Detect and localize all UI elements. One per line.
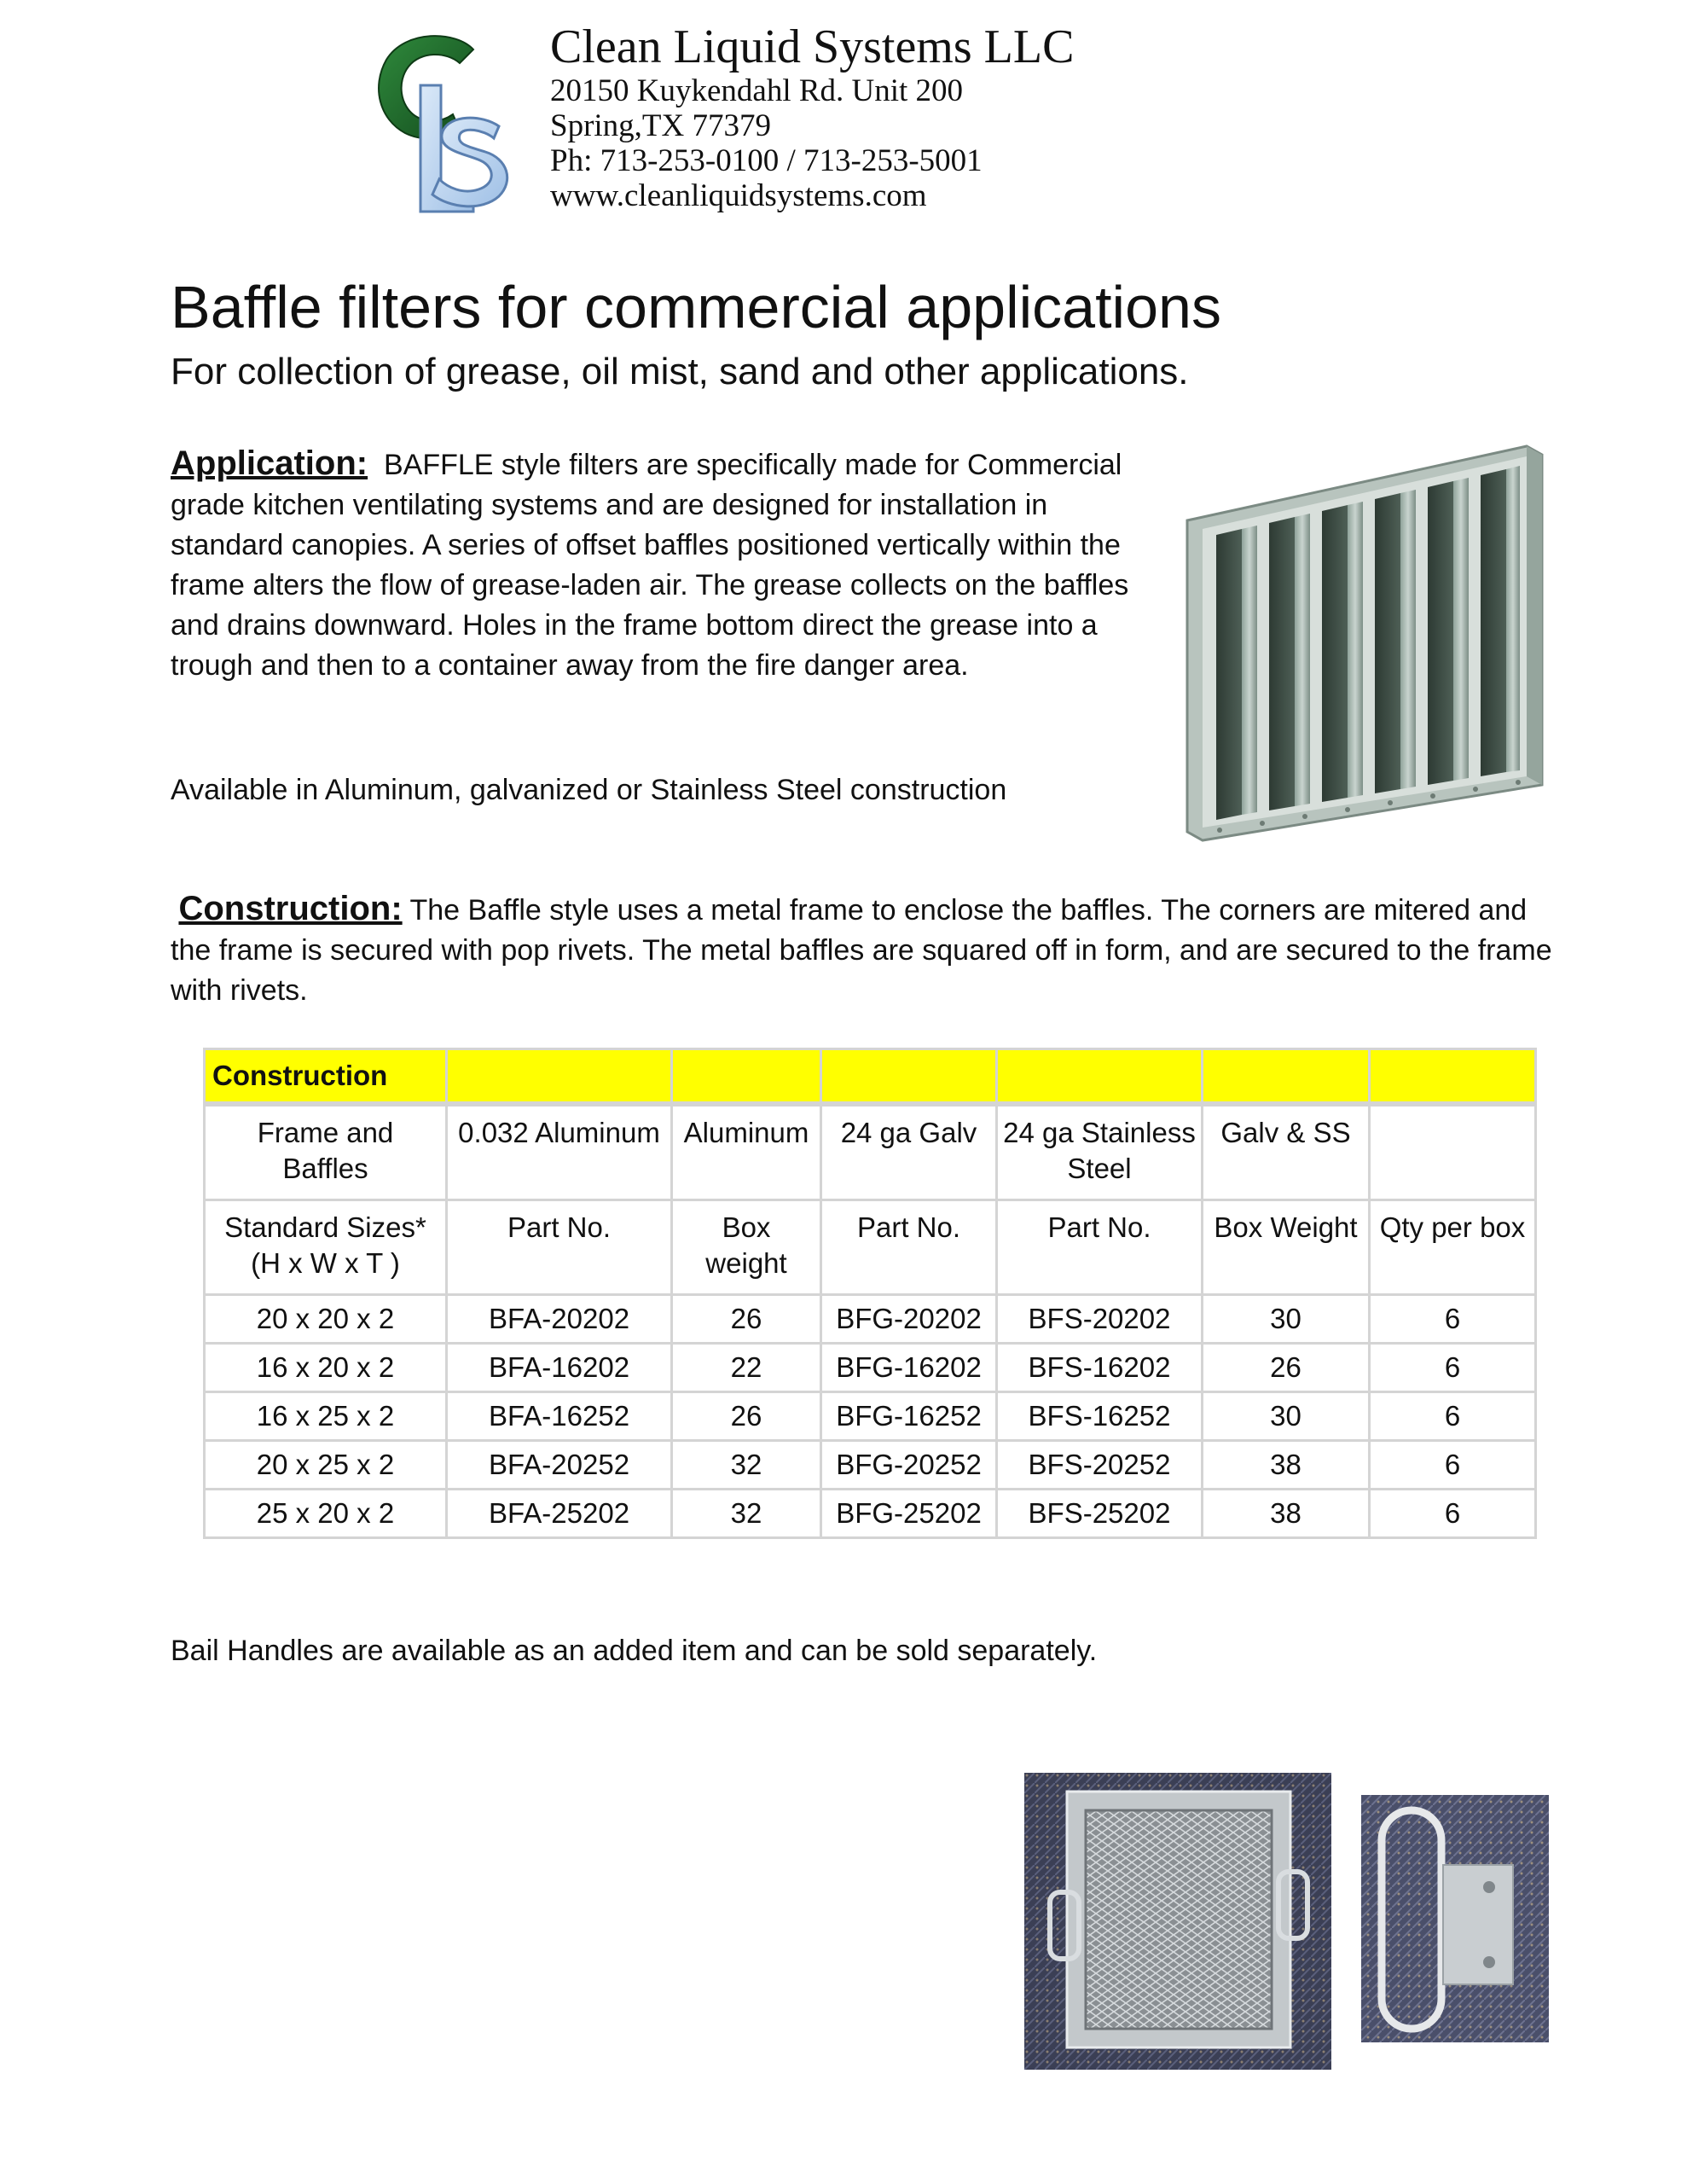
table-cell: 6 <box>1370 1344 1536 1392</box>
page-title: Baffle filters for commercial applications <box>171 274 1221 340</box>
table-cell: Box weight <box>672 1200 821 1295</box>
company-logo <box>371 26 516 226</box>
table-cell: 38 <box>1203 1441 1370 1490</box>
table-cell: BFS-20202 <box>997 1295 1203 1344</box>
table-cell: BFG-16202 <box>821 1344 997 1392</box>
company-address-line2: Spring,TX 77379 <box>550 108 771 143</box>
table-cell: 6 <box>1370 1295 1536 1344</box>
company-info <box>550 20 1074 213</box>
table-cell: BFG-20202 <box>821 1295 997 1344</box>
table-cell: 24 ga Stainless Steel <box>997 1104 1203 1200</box>
table-row <box>205 1344 1536 1392</box>
table-cell: BFA-16202 <box>447 1344 672 1392</box>
construction-label: Construction: <box>178 890 403 927</box>
table-cell: 26 <box>672 1295 821 1344</box>
table-cell: 16 x 25 x 2 <box>205 1392 447 1441</box>
table-header-row <box>205 1049 1536 1105</box>
bail-handles-note: Bail Handles are available as an added item and can be sold separately. <box>171 1635 1098 1667</box>
table-cell: 6 <box>1370 1490 1536 1538</box>
company-address-line1: 20150 Kuykendahl Rd. Unit 200 <box>550 73 964 108</box>
table-cell: 22 <box>672 1344 821 1392</box>
table-cell: 32 <box>672 1441 821 1490</box>
table-column-labels-row <box>205 1200 1536 1295</box>
construction-text: The Baffle style uses a metal frame to enclose the baffles. The corners are mitered and the frame is secured with pop rivets. The metal baffles are squared off in form, and are secured to the frame with rivets. <box>171 894 1552 1007</box>
table-cell: BFG-25202 <box>821 1490 997 1538</box>
table-cell: 0.032 Aluminum <box>447 1104 672 1200</box>
table-cell: 24 ga Galv <box>821 1104 997 1200</box>
table-cell: 26 <box>1203 1344 1370 1392</box>
table-header-cell: Construction <box>205 1049 447 1105</box>
table-cell: 20 x 25 x 2 <box>205 1441 447 1490</box>
table-cell: Aluminum <box>672 1104 821 1200</box>
table-cell: 32 <box>672 1490 821 1538</box>
table-cell: 26 <box>672 1392 821 1441</box>
application-text: BAFFLE style filters are specifically made for Commercial grade kitchen ventilating systems and are designed for installation in standard canopies. A series of offset baffles positioned vertically within the frame alters the flow of grease-laden air. The grease collects on the baffles and drains downward. Holes in the frame bottom direct the grease into a trough and then to a container away from the fire danger area. <box>171 449 1129 682</box>
construction-section <box>171 889 1569 1011</box>
table-material-row <box>205 1104 1536 1200</box>
table-cell: BFS-20252 <box>997 1441 1203 1490</box>
table-cell: BFG-16252 <box>821 1392 997 1441</box>
table-cell: BFA-20202 <box>447 1295 672 1344</box>
page-subtitle: For collection of grease, oil mist, sand and other applications. <box>171 351 1189 392</box>
table-cell: Part No. <box>447 1200 672 1295</box>
table-cell: Qty per box <box>1370 1200 1536 1295</box>
table-cell: BFA-16252 <box>447 1392 672 1441</box>
table-cell: BFG-20252 <box>821 1441 997 1490</box>
table-row <box>205 1441 1536 1490</box>
table-cell: Part No. <box>821 1200 997 1295</box>
table-cell: BFS-16252 <box>997 1392 1203 1441</box>
table-cell: BFS-25202 <box>997 1490 1203 1538</box>
table-cell: BFS-16202 <box>997 1344 1203 1392</box>
table-cell: Part No. <box>997 1200 1203 1295</box>
table-cell: Box Weight <box>1203 1200 1370 1295</box>
table-row <box>205 1490 1536 1538</box>
company-name: Clean Liquid Systems LLC <box>550 20 1075 73</box>
bail-handle-photo <box>1361 1795 1549 2042</box>
baffle-filter-image <box>1186 439 1544 845</box>
table-row <box>205 1295 1536 1344</box>
company-phone: Ph: 713-253-0100 / 713-253-5001 <box>550 143 983 178</box>
table-cell: Galv & SS <box>1203 1104 1370 1200</box>
table-cell: 16 x 20 x 2 <box>205 1344 447 1392</box>
table-cell: BFA-25202 <box>447 1490 672 1538</box>
table-cell: 30 <box>1203 1392 1370 1441</box>
table-cell: 20 x 20 x 2 <box>205 1295 447 1344</box>
table-cell: 6 <box>1370 1392 1536 1441</box>
table-cell: 30 <box>1203 1295 1370 1344</box>
application-section <box>171 444 1151 686</box>
availability-text: Available in Aluminum, galvanized or Stainless Steel construction <box>171 774 1007 806</box>
spec-table <box>203 1048 1537 1539</box>
filter-with-handles-photo <box>1024 1773 1331 2070</box>
table-cell: BFA-20252 <box>447 1441 672 1490</box>
table-cell <box>1370 1104 1536 1200</box>
table-cell: Standard Sizes* (H x W x T ) <box>205 1200 447 1295</box>
table-row <box>205 1392 1536 1441</box>
table-cell: 25 x 20 x 2 <box>205 1490 447 1538</box>
table-cell: 38 <box>1203 1490 1370 1538</box>
table-cell: Frame and Baffles <box>205 1104 447 1200</box>
company-website: www.cleanliquidsystems.com <box>550 178 927 213</box>
application-label: Application: <box>171 444 368 482</box>
table-cell: 6 <box>1370 1441 1536 1490</box>
